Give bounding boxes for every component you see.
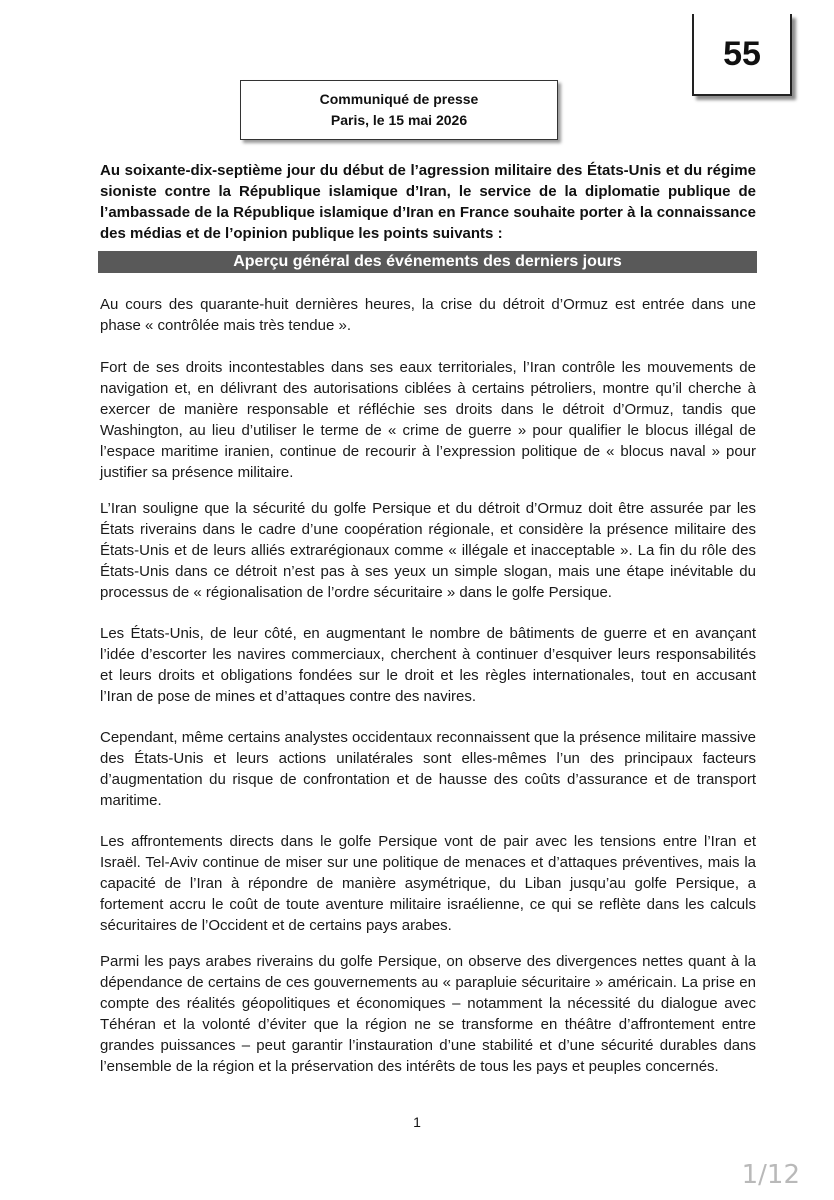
footer-page-number: 1 bbox=[413, 1114, 421, 1130]
page-number: 55 bbox=[723, 34, 761, 73]
press-release-date: Paris, le 15 mai 2026 bbox=[330, 112, 468, 128]
viewer-page-counter: 1/12 bbox=[741, 1160, 800, 1190]
body-paragraph: Les affrontements directs dans le golfe Persique vont de pair avec les tensions entre l’Iran et Israël. Tel-Aviv continue de miser sur une politique de menaces et d’attaques préventives, mais la capacité de l’Iran à répondre de manière asymétrique, du Liban jusqu’au golfe Persique, a fortement accru le coût de toute aventure militaire israélienne, ce qui se reflète dans les calculs sécuritaires de l’Occident et de certains pays arabes. bbox=[100, 833, 756, 934]
body-paragraph: Cependant, même certains analystes occidentaux reconnaissent que la présence militaire massive des États-Unis et leurs actions unilatérales sont elles-mêmes l’un des principaux facteurs d’augmentation du risque de confrontation et de hausse des coûts d’assurance et de transport maritime. bbox=[100, 729, 756, 809]
intro-paragraph: Au soixante-dix-septième jour du début de l’agression militaire des États-Unis et du régime sioniste contre la République islamique d’Iran, le service de la diplomatie publique de l’ambassade de la République islamique d’Iran en France souhaite porter à la connaissance des médias et de l’opinion publique les points suivants : bbox=[100, 162, 756, 242]
body-paragraph: Parmi les pays arabes riverains du golfe Persique, on observe des divergences nettes quant à la dépendance de certains de ces gouvernements au « parapluie sécuritaire » américain. La prise en compte des réalités géopolitiques et économiques – notamment la nécessité du dialogue avec Téhéran et la volonté d’éviter que la région ne se transforme en théâtre d’affrontement entre grandes puissances – peut garantir l’instauration d’une stabilité et d’une sécurité durables dans l’ensemble de la région et la préservation des intérêts de tous les pays et peuples concernés. bbox=[100, 953, 756, 1075]
section-heading-text: Aperçu général des événements des derniers jours bbox=[233, 253, 622, 270]
section-heading bbox=[98, 251, 757, 273]
body-paragraph: Les États-Unis, de leur côté, en augmentant le nombre de bâtiments de guerre et en avançant l’idée d’escorter les navires commerciaux, cherchent à continuer d’esquiver leurs responsabilités et leurs droits et obligations fondées sur le droit et les règles internationales, tout en accusant l’Iran de pose de mines et d’attaques contre des navires. bbox=[100, 625, 756, 705]
press-release-header bbox=[240, 80, 558, 140]
body-paragraph: L’Iran souligne que la sécurité du golfe Persique et du détroit d’Ormuz doit être assurée par les États riverains dans le cadre d’une coopération régionale, et considère la présence militaire des États-Unis et de leurs alliés extrarégionaux comme « illégale et inacceptable ». La fin du rôle des États-Unis dans ce détroit n’est pas à ses yeux un simple slogan, mais une étape inévitable du processus de « régionalisation de l’ordre sécuritaire » dans le golfe Persique. bbox=[100, 500, 756, 601]
body-paragraph: Fort de ses droits incontestables dans ses eaux territoriales, l’Iran contrôle les mouvements de navigation et, en délivrant des autorisations ciblées à certains pétroliers, montre qu’il cherche à exercer de manière responsable et réfléchie ses droits dans le détroit d’Ormuz, tandis que Washington, au lieu d’utiliser le terme de « crime de guerre » pour qualifier le blocus illégal de l’espace maritime iranien, continue de recourir à l’expression politique de « blocus naval » pour justifier sa présence militaire. bbox=[100, 359, 756, 481]
press-release-title: Communiqué de presse bbox=[319, 91, 479, 107]
body-paragraph: Au cours des quarante-huit dernières heures, la crise du détroit d’Ormuz est entrée dans une phase « contrôlée mais très tendue ». bbox=[100, 296, 756, 334]
page-number-badge bbox=[692, 14, 792, 96]
